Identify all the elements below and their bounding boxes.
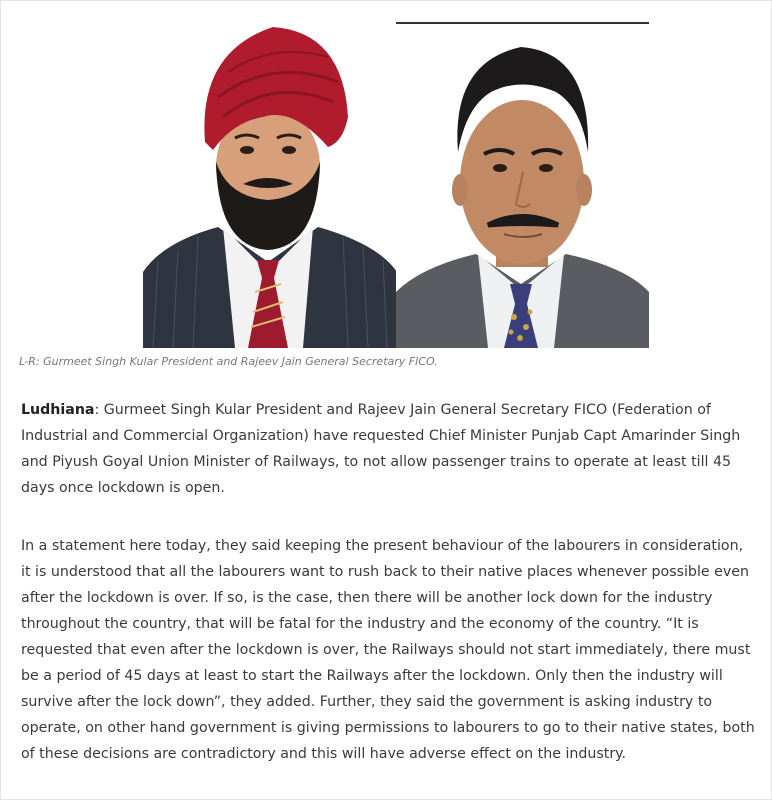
paragraph-1-text: : Gurmeet Singh Kular President and Rajeev Jain General Secretary FICO (Federation of Industrial and Commercial Organization) have requested Chief Minister Punjab Capt Amarinder Singh and Piyush Goyal Union Minister of Railways, to not allow passenger trains to operate at least till 45 days once lockdown is open. [21,402,741,496]
dateline: Ludhiana [21,402,95,418]
photo-rajeev-jain [396,22,649,348]
photo-caption: L-R: Gurmeet Singh Kular President and Rajeev Jain General Secretary FICO. [19,355,438,368]
photo-top-rule [396,22,649,24]
article-paragraph-1 [21,397,756,501]
article-paragraph-2: In a statement here today, they said keeping the present behaviour of the labourers in consideration, it is understood that all the labourers want to rush back to their native places whenever possible even after the lockdown is over. If so, is the case, then there will be another lock down for the industry throughout the country, that will be fatal for the industry and the economy of the country. “It is requested that even after the lockdown is over, the Railways should not start immediately, there must be a period of 45 days at least to start the Railways after the lockdown. Only then the industry will survive after the lock down”, they added. Further, they said the government is asking industry to operate, on other hand government is giving permissions to labourers to go to their native states, both of these decisions are contradictory and this will have adverse effect on the industry. [21,538,755,762]
photo-gurmeet-singh-kular [143,22,397,348]
